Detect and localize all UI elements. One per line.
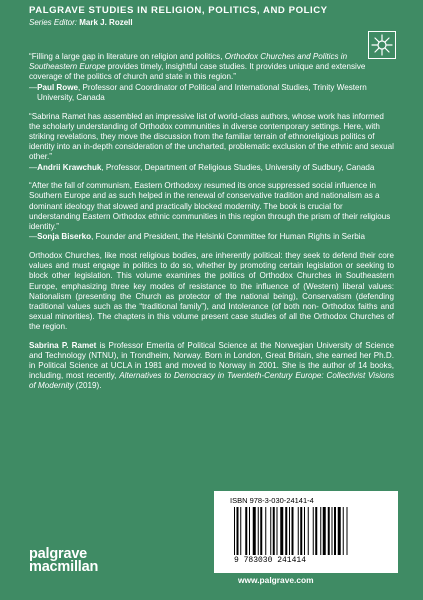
publisher-url[interactable]: www.palgrave.com <box>238 575 314 585</box>
publisher-logo-line1: palgrave <box>29 546 88 562</box>
series-editor <box>29 18 133 27</box>
text-body <box>29 52 394 392</box>
series-editor-label: Series Editor: <box>29 18 78 27</box>
endorsement-text: “Filling a large gap in literature on religion and politics, Orthodox Churches and Politics in Southeastern Europe provides timely, insightful case studies. It provides unique and extensive coverage of the politics of church and state in this region.” <box>29 52 366 82</box>
endorsement-text: “Sabrina Ramet has assembled an impressive list of world-class authors, whose work has informed the scholarly understanding of Orthodox communities in diverse contemporary settings. Here, with striking revelations, they move the discussion from the familiar terrain of ethnoreligious politics of identity into an in-depth consideration of the uncharted, problematic exclusion of the ethnic and sexual other.” <box>29 111 394 162</box>
barcode-panel <box>214 491 398 573</box>
author-bio: Sabrina P. Ramet is Professor Emerita of Political Science at the Norwegian University of Science and Technology (NTNU), in Trondheim, Norway. Born in London, Great Britain, she earned her Ph.D. in Political Science at UCLA in 1981 and moved to Norway in 2001. She is the author of 14 books, including, most recently, Alternatives to Democracy in Twentieth-Century Europe: Collectivist Visions of Modernity (2019). <box>29 340 394 391</box>
series-editor-name: Mark J. Rozell <box>79 18 133 27</box>
endorsement-3 <box>29 181 394 242</box>
book-description: Orthodox Churches, like most religious bodies, are inherently political: they seek to defend their core values and must engage in politics to do so, whether by promoting certain legislation or seeking to block other legislation. This volume examines the politics of Orthodox Churches in Southeastern Europe, emphasizing three key modes of resistance to the influence of (Western) liberal values: Nationalism (presenting the Church as protector of the national being), Conservatism (defending traditional values such as the “traditional family”), and Intolerance (of both non- Orthodox faiths and sexual minorities). The chapters in this volume present case studies of all the Orthodox Churches of the region. <box>29 250 394 332</box>
endorsement-attribution: —Andrii Krawchuk, Professor, Department of Religious Studies, University of Sudbury, Canada <box>29 162 375 172</box>
endorsement-attribution: —Sonja Biserko, Founder and President, the Helsinki Committee for Human Rights in Serbia <box>29 232 366 242</box>
isbn-label: ISBN 978-3-030-24141-4 <box>230 496 314 505</box>
publisher-logo-line2: macmillan <box>29 559 99 575</box>
endorsement-1 <box>29 52 394 103</box>
publisher-logo <box>29 548 98 574</box>
endorsement-attribution: —Paul Rowe, Professor and Coordinator of Political and International Studies, Trinity Western University, Canada <box>29 82 367 102</box>
series-title: PALGRAVE STUDIES IN RELIGION, POLITICS, AND POLICY <box>29 5 328 16</box>
endorsement-text: “After the fall of communism, Eastern Orthodoxy resumed its once suppressed social influence in Southern Europe and as such helped in the renewal of conservative tradition and nationalism as a dominant ideology that slowed and practically blocked modernity. The book is crucial for understanding Eastern Orthodox ethnic communities in this region through the prism of their religious identity.” <box>29 181 391 232</box>
author-name: Sabrina P. Ramet <box>29 340 97 350</box>
barcode-bars <box>234 507 382 555</box>
barcode-digits: 9 783030 241414 <box>234 556 307 565</box>
endorsement-2 <box>29 112 394 173</box>
